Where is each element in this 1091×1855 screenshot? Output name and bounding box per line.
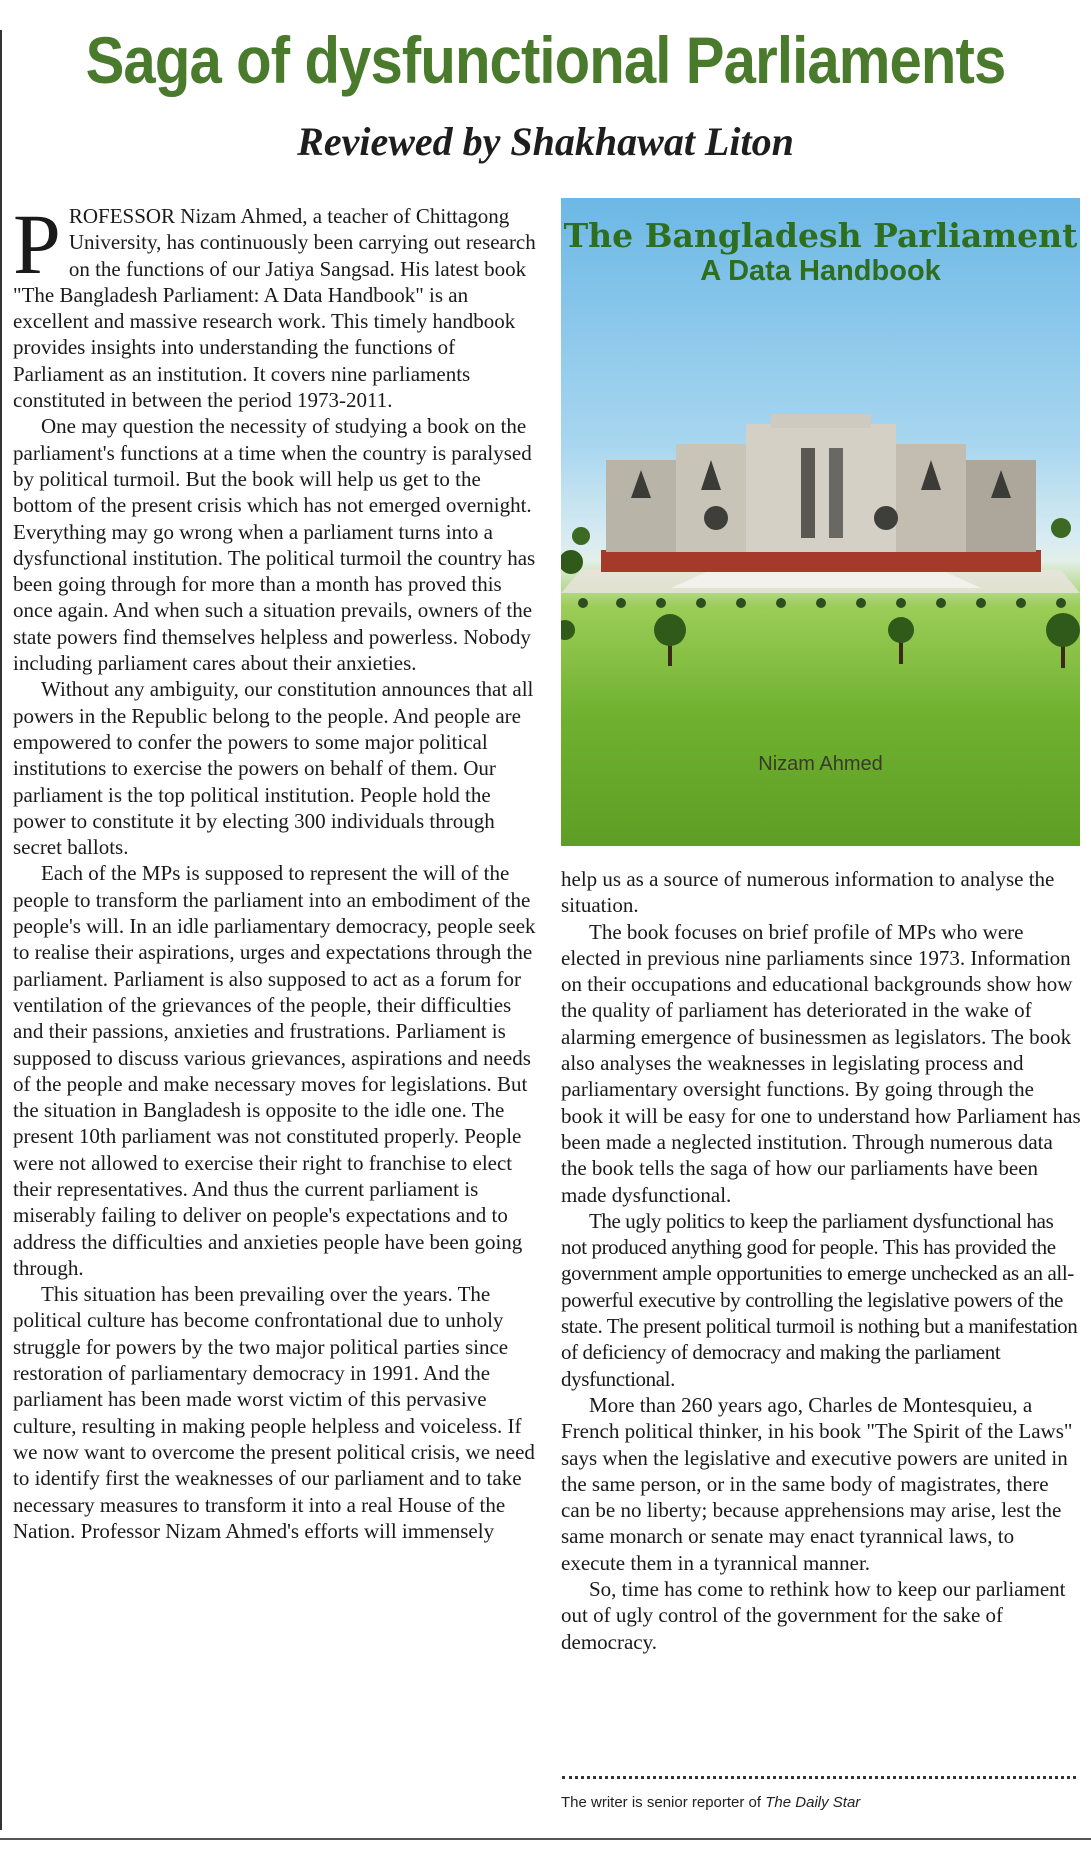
paragraph-2: One may question the necessity of studying a book on the parliament's functions at a time when the country is paralysed by political turmoil. But the book will help us get to the bottom of the present crisis which has not emerged overnight. Everything may go wrong when a parliament turns into a dysfunctional institution. The political turmoil the country has been going through for more than a month has proved this once again. And when such a situation prevails, owners of the state powers find themselves helpless and powerless. Nobody including parliament cares about their anxieties. — [13, 414, 536, 676]
drop-cap: P — [13, 196, 61, 292]
paragraph-7: The book focuses on brief profile of MPs who were elected in previous nine parliaments since 1973. Information on their occupations and educational backgrounds show how the quality of parliament has deteriorated in the wake of alarming emergence of businessmen as legislators. The book also analyses the weaknesses in legislating process and parliamentary oversight functions. By going through the book it will be easy for one to understand how Parliament has been made a neglected institution. Through numerous data the book tells the saga of how our parliaments have been made dysfunctional. — [561, 919, 1081, 1207]
paragraph-8: The ugly politics to keep the parliament dysfunctional has not produced anything good for people. This has provided the government ample opportunities to emerge unchecked as an all-powerful executive by controlling the legislative powers of the state. The present political turmoil is nothing but a manifestation of deficiency of democracy and making the parliament dysfunctional. — [561, 1208, 1078, 1391]
right-column — [561, 866, 1081, 1655]
left-column-rule — [0, 30, 2, 1830]
cover-author: Nizam Ahmed — [758, 753, 883, 775]
footnote-separator — [562, 1776, 1076, 1779]
writer-footnote: The writer is senior reporter of The Daily Star — [561, 1794, 861, 1811]
paragraph-4: Each of the MPs is supposed to represent the will of the people to transform the parliament into an embodiment of the people's will. In an idle parliamentary democracy, people seek to realise their aspirations, urges and expectations through the parliament. Parliament is also supposed to act as a forum for ventilation of the grievances of the people, their difficulties and their passions, anxieties and frustrations. Parliament is supposed to discuss various grievances, aspirations and needs of the people and make necessary moves for legislations. But the situation in Bangladesh is opposite to the idle one. The present 10th parliament was not constituted properly. People were not allowed to exercise their right to franchise to elect their representatives. And thus the current parliament is miserably failing to deliver on people's expectations and to address the difficulties and anxieties people have been going through. — [13, 861, 536, 1280]
paragraph-3: Without any ambiguity, our constitution announces that all powers in the Republic belong to the people. And people are empowered to confer the powers to some major political institutions to exercise the powers on behalf of them. Our parliament is the top political institution. People hold the power to constitute it by electing 300 individuals through secret ballots. — [13, 677, 534, 860]
paragraph-5: This situation has been prevailing over the years. The political culture has become confrontational due to unholy struggle for powers by the two major political parties since restoration of parliamentary democracy in 1991. And the parliament has been made worst victim of this pervasive culture, resulting in making people helpless and voiceless. If we now want to overcome the present political crisis, we need to identify first the weaknesses of our parliament and to take necessary measures to transform it into a real House of the Nation. Professor Nizam Ahmed's efforts will immensely — [13, 1282, 535, 1543]
article-byline: Reviewed by Shakhawat Liton — [297, 119, 794, 164]
cover-subtitle: A Data Handbook — [700, 255, 941, 287]
left-column — [13, 196, 540, 1544]
cover-title: The Bangladesh Parliament — [563, 216, 1078, 255]
parliament-building-illustration — [561, 198, 1080, 846]
paragraph-1: PROFESSOR Nizam Ahmed, a teacher of Chittagong University, has continuously been carrying out research on the functions of our Jatiya Sangsad. His latest book "The Bangladesh Parliament: A Data Handbook" is an excellent and massive research work. This timely handbook provides insights into understanding the functions of Parliament as an institution. It covers nine parliaments constituted in between the period 1973-2011. — [13, 196, 536, 413]
paragraph-6: help us as a source of numerous information to analyse the situation. — [561, 867, 1055, 918]
article-title: Saga of dysfunctional Parliaments — [85, 23, 1006, 97]
paragraph-9: More than 260 years ago, Charles de Montesquieu, a French political thinker, in his book "The Spirit of the Laws" says when the legislative and executive powers are united in the same person, or in the same body of magistrates, there can be no liberty; because apprehensions may arise, lest the same monarch or senate may enact tyrannical laws, to execute them in a tyrannical manner. — [561, 1392, 1073, 1575]
bottom-rule — [0, 1838, 1091, 1840]
book-cover-image — [561, 198, 1080, 846]
paragraph-10: So, time has come to rethink how to keep our parliament out of ugly control of the government for the sake of democracy. — [561, 1577, 1066, 1654]
publication-name: The Daily Star — [765, 1794, 861, 1811]
